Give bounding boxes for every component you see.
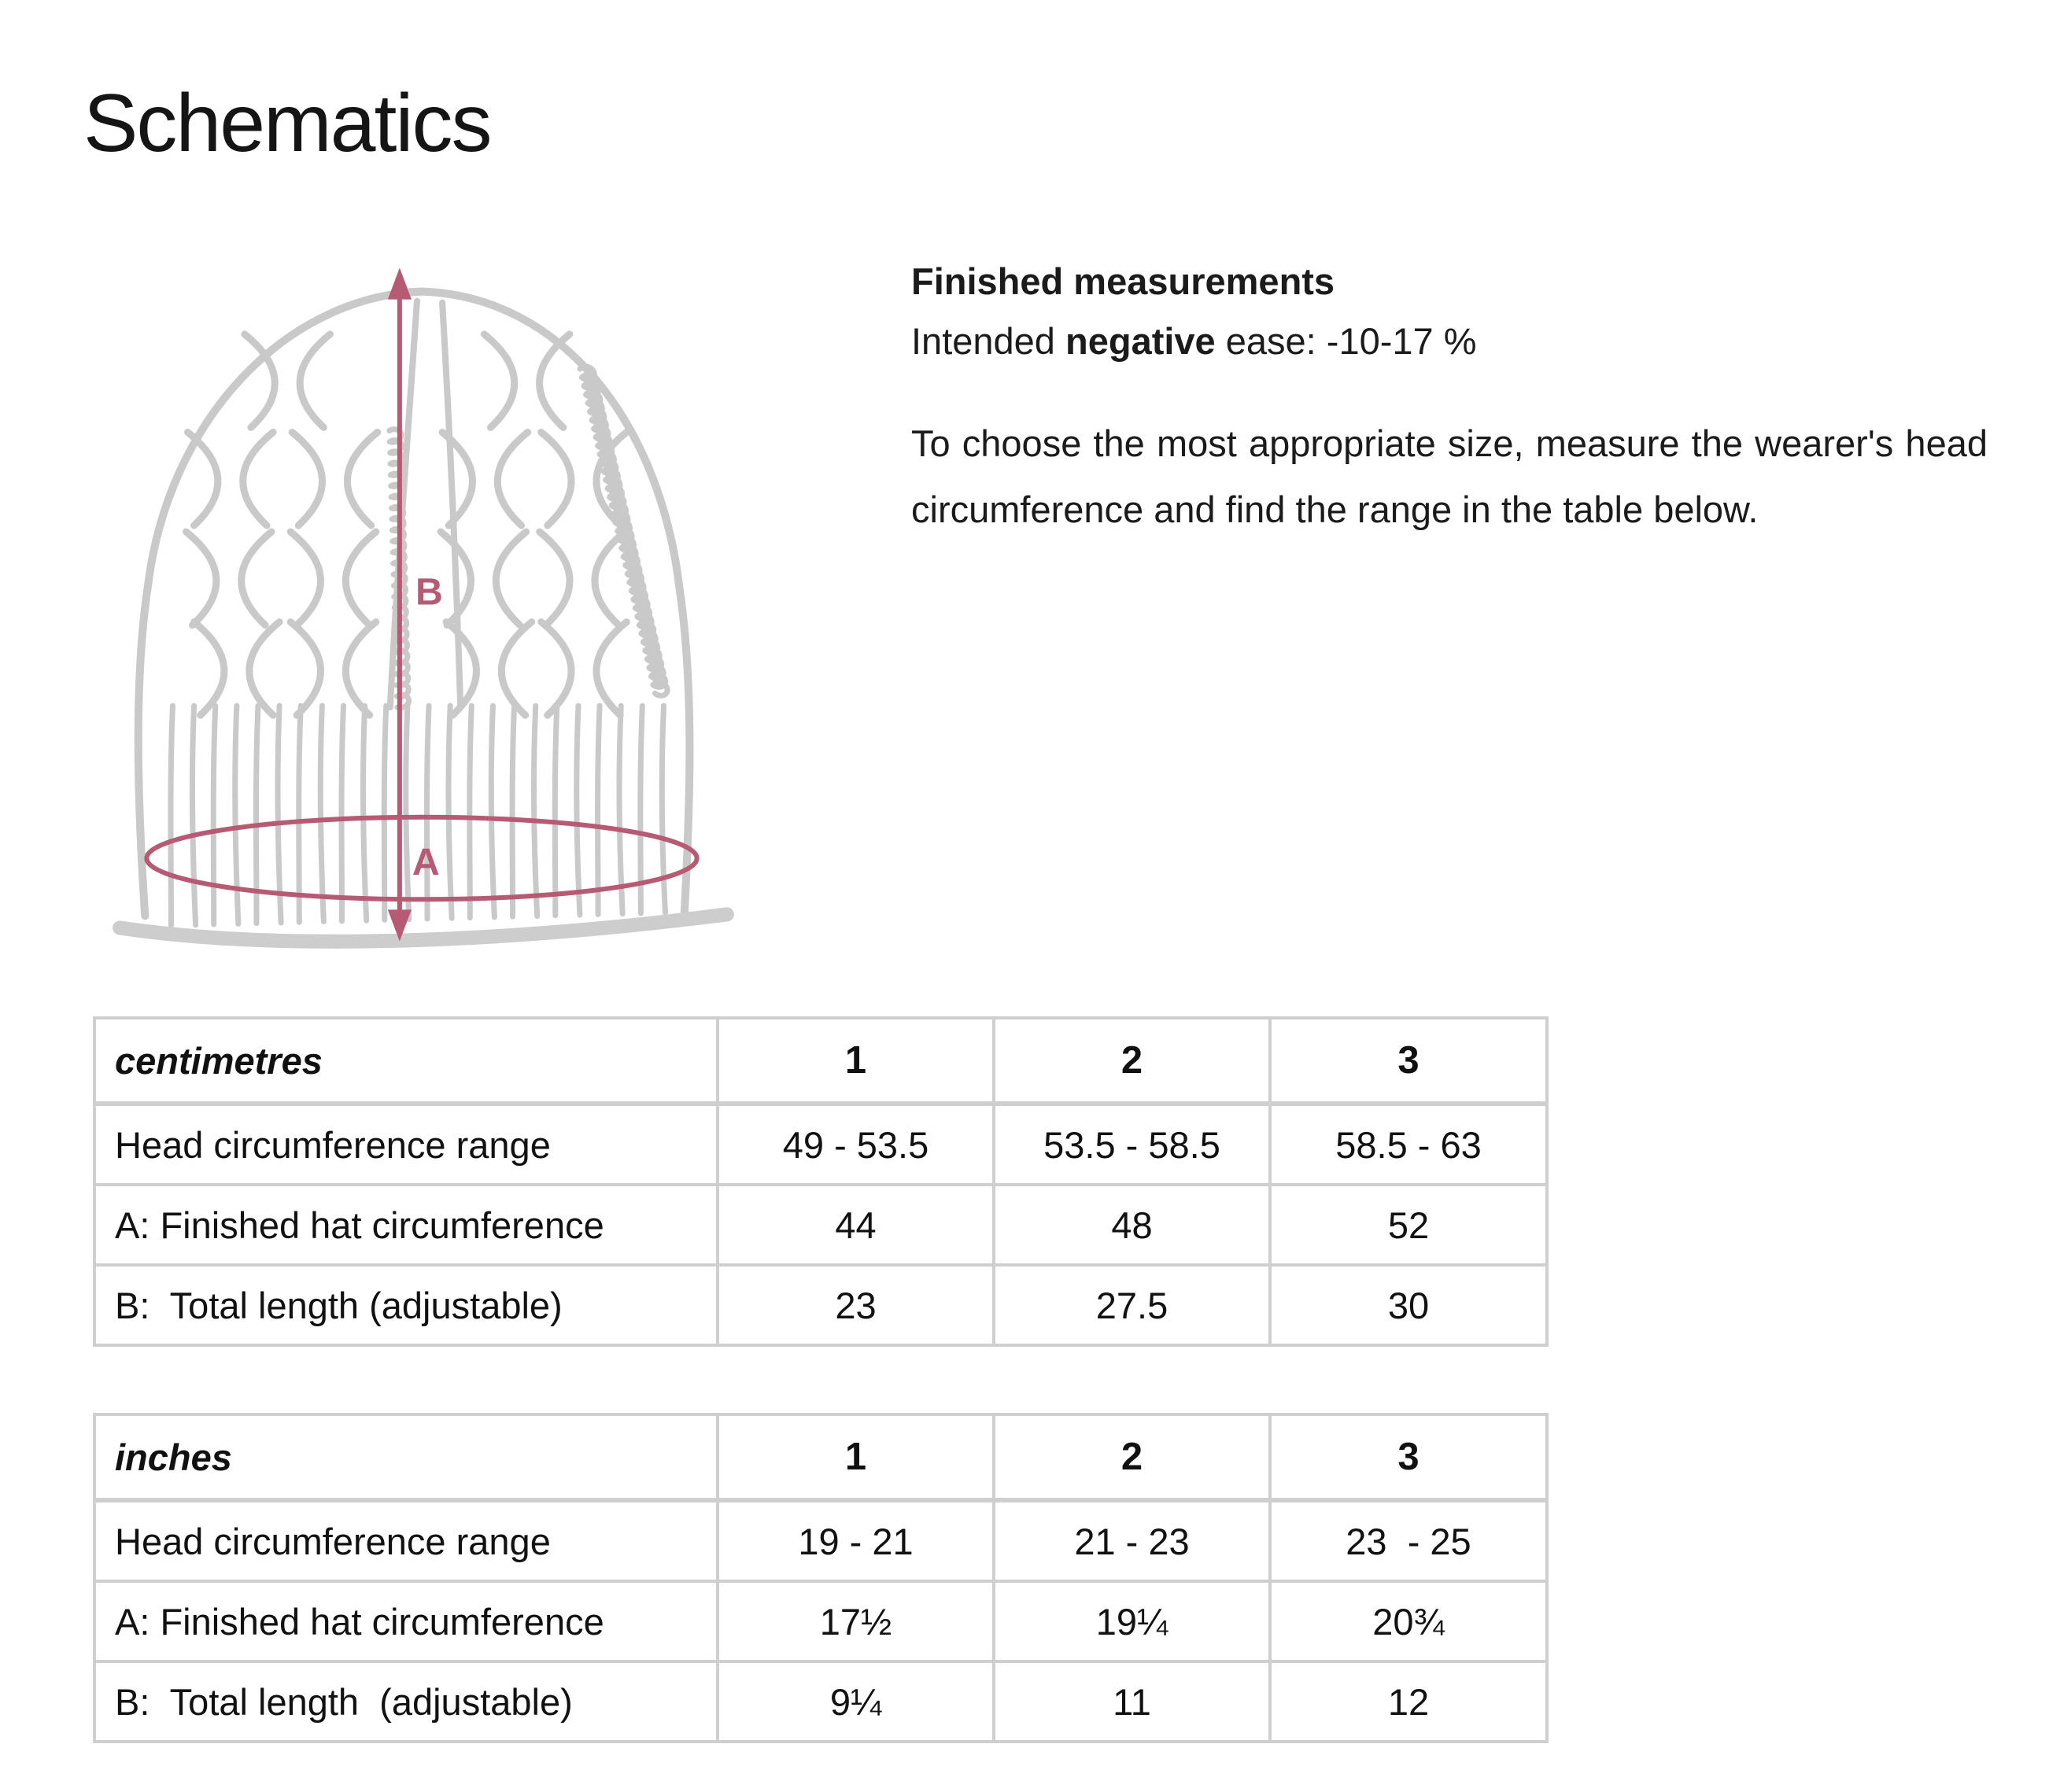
- cable-stroke: [484, 334, 514, 428]
- value-cell: 19¼: [994, 1581, 1270, 1661]
- rib-line: [278, 706, 281, 923]
- value-cell: 53.5 - 58.5: [994, 1104, 1270, 1185]
- rib-line: [555, 706, 557, 916]
- unit-header: centimetres: [94, 1018, 718, 1104]
- size-header-1: 1: [718, 1414, 994, 1500]
- value-cell: 17½: [718, 1581, 994, 1661]
- cable-stroke: [186, 532, 216, 625]
- row-label: A: Finished hat circumference: [94, 1581, 718, 1661]
- hat-bottom-edge: [120, 914, 727, 941]
- unit-header: inches: [94, 1414, 718, 1500]
- size-header-1: 1: [718, 1018, 994, 1104]
- cable-stroke: [347, 432, 377, 525]
- rib-line: [320, 706, 323, 921]
- finished-measurements-heading: Finished measurements: [911, 260, 1335, 302]
- row-label: B: Total length (adjustable): [94, 1265, 718, 1345]
- hat-schematic-svg: [96, 250, 749, 962]
- cable-stroke: [290, 532, 320, 625]
- rib-line: [619, 706, 622, 914]
- rib-line: [577, 706, 580, 915]
- cable-stroke: [300, 334, 330, 428]
- row-label: Head circumference range: [94, 1500, 718, 1581]
- value-cell: 23 - 25: [1270, 1500, 1547, 1581]
- cable-stroke: [541, 432, 571, 525]
- cable-stroke: [541, 622, 571, 716]
- row-label: Head circumference range: [94, 1104, 718, 1185]
- cable-stroke: [497, 432, 527, 525]
- rib-line: [470, 706, 472, 917]
- cable-stroke: [242, 532, 271, 625]
- value-cell: 23: [718, 1265, 994, 1345]
- size-header-2: 2: [994, 1018, 1270, 1104]
- cable-stroke: [249, 622, 279, 716]
- rib-line: [363, 706, 366, 920]
- table-row: [94, 1581, 1547, 1661]
- ease-line: [911, 312, 1988, 371]
- cable-stroke: [345, 622, 375, 716]
- rib-line: [427, 706, 430, 919]
- value-cell: 44: [718, 1185, 994, 1265]
- finished-measurements-block: [911, 252, 1988, 543]
- rib-line: [491, 706, 494, 917]
- row-label: A: Finished hat circumference: [94, 1185, 718, 1265]
- rib-line: [406, 706, 409, 920]
- measurement-annotations: [146, 267, 696, 941]
- table-row: [94, 1265, 1547, 1345]
- rib-line: [449, 706, 452, 918]
- cable-stroke: [540, 532, 570, 625]
- size-header-3: 3: [1270, 1414, 1547, 1500]
- value-cell: 30: [1270, 1265, 1547, 1345]
- cable-stroke: [345, 532, 375, 625]
- rib-line: [192, 706, 195, 925]
- label-a: A: [412, 841, 440, 884]
- table-header-row: [94, 1018, 1547, 1104]
- value-cell: 52: [1270, 1185, 1547, 1265]
- rib-line: [598, 706, 600, 914]
- rib-line: [384, 706, 386, 920]
- label-b: B: [415, 570, 443, 614]
- hat-schematic-figure: [96, 250, 749, 962]
- value-cell: 48: [994, 1185, 1270, 1265]
- size-choice-paragraph: To choose the most appropriate size, measure the wearer's head circumference and find the range in the table below.: [911, 422, 1988, 530]
- value-cell: 9¼: [718, 1661, 994, 1742]
- size-header-3: 3: [1270, 1018, 1547, 1104]
- ease-bold-word: negative: [1065, 320, 1216, 363]
- value-cell: 49 - 53.5: [718, 1104, 994, 1185]
- cable-stroke: [243, 432, 273, 525]
- cable-stroke: [290, 622, 320, 716]
- cable-stroke: [194, 622, 224, 716]
- table-row: [94, 1104, 1547, 1185]
- cable-stroke: [292, 432, 322, 525]
- cable-stroke: [496, 532, 526, 625]
- rib-line: [299, 706, 301, 922]
- rib-line: [662, 706, 665, 913]
- table-row: [94, 1185, 1547, 1265]
- row-label: B: Total length (adjustable): [94, 1661, 718, 1742]
- rib-line: [342, 706, 344, 921]
- ease-prefix: Intended: [911, 320, 1066, 363]
- value-cell: 27.5: [994, 1265, 1270, 1345]
- table-header-row: [94, 1414, 1547, 1500]
- page-title: Schematics: [83, 77, 491, 169]
- table-row: [94, 1500, 1547, 1581]
- rib-line: [534, 706, 537, 916]
- crown-panel-right-line: [442, 303, 460, 707]
- value-cell: 20¾: [1270, 1581, 1547, 1661]
- rib-line: [213, 706, 216, 924]
- centimetres-table: [93, 1016, 1549, 1347]
- size-header-2: 2: [994, 1414, 1270, 1500]
- value-cell: 58.5 - 63: [1270, 1104, 1547, 1185]
- ease-suffix: ease: -10-17 %: [1215, 320, 1477, 363]
- value-cell: 19 - 21: [718, 1500, 994, 1581]
- rib-line: [512, 706, 515, 916]
- arrowhead-up-icon: [388, 267, 412, 299]
- table-row: [94, 1661, 1547, 1742]
- inches-table: [93, 1413, 1549, 1743]
- value-cell: 12: [1270, 1661, 1547, 1742]
- cable-stroke: [596, 622, 626, 716]
- value-cell: 21 - 23: [994, 1500, 1270, 1581]
- cable-stroke: [501, 622, 531, 716]
- rib-line: [171, 706, 173, 925]
- value-cell: 11: [994, 1661, 1270, 1742]
